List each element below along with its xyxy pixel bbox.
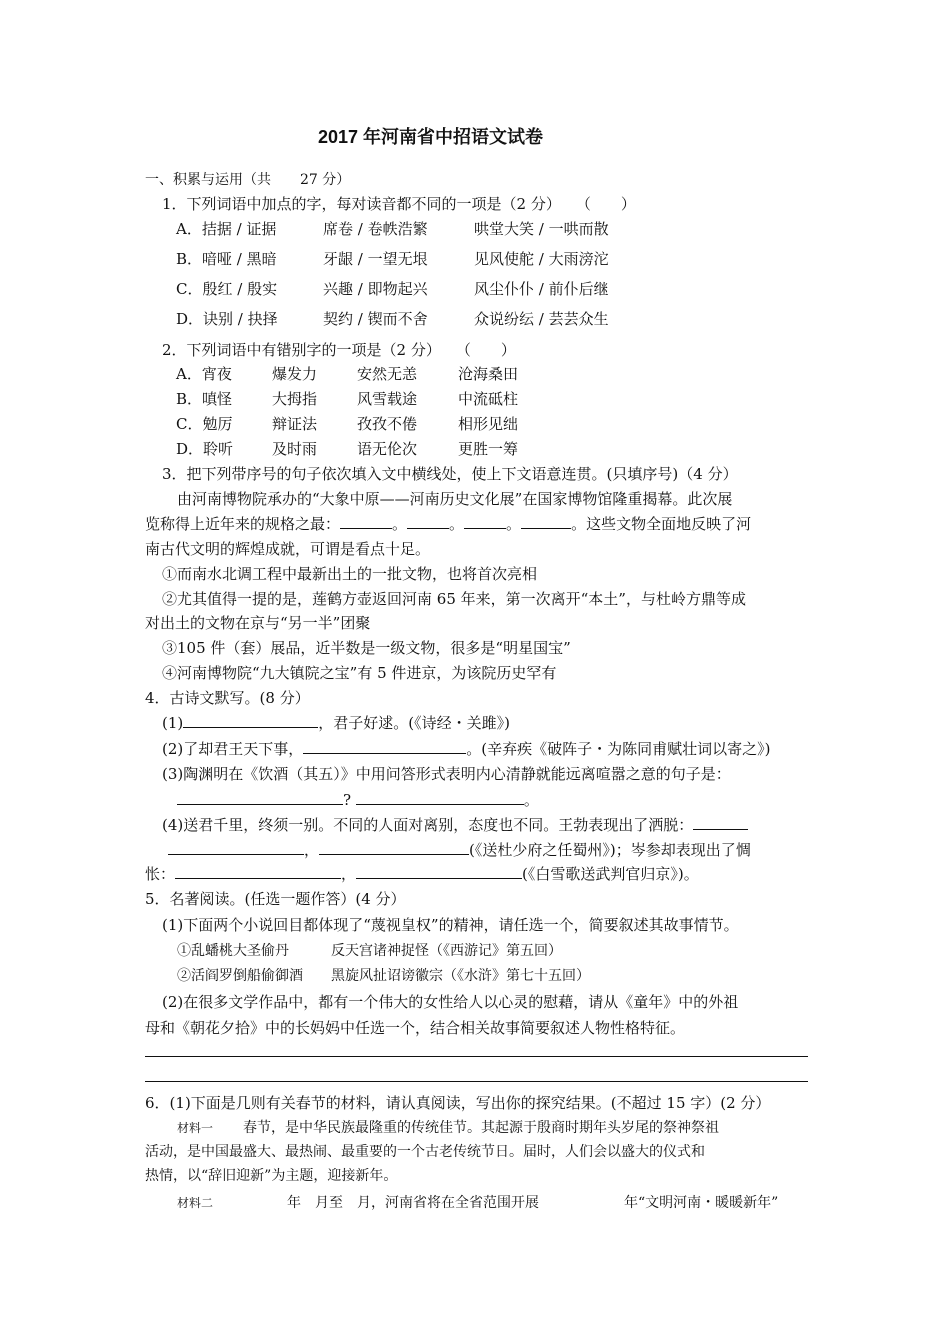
question-4-stem: 4．古诗文默写。(8 分） [145,689,310,707]
q4-blank-3[interactable] [177,790,343,805]
q1-option-b-1: B．喑哑 / 黑暗 [176,250,277,268]
q2-c-2: 辩证法 [272,415,318,433]
q2-a-3: 安然无恙 [357,365,418,383]
q3-sentence-3: ③105 件（套）展品，近半数是一级文物，很多是“明星国宝” [162,639,571,657]
q3-sentence-4: ④河南博物院“九大镇院之宝”有 5 件进京，为该院历史罕有 [162,664,557,682]
question-5-stem: 5．名著阅读。(任选一题作答）(4 分） [145,890,406,908]
q4-blank-1[interactable] [183,713,318,728]
q3-passage-lead: 览称得上近年来的规格之最： [145,515,341,533]
q3-blank-1[interactable] [340,514,392,529]
q6-material-1-line-2: 活动，是中国最盛大、最热闹、最重要的一个古老传统节日。届时，人们会以盛大的仪式和 [145,1144,705,1160]
q1-option-a-1: A．拮据 / 证据 [176,220,277,238]
q3-passage-tail: 。这些文物全面地反映了河 [571,515,752,533]
q2-d-1: D．聆听 [176,440,234,458]
q3-passage-line-1: 由河南博物院承办的“大象中原——河南历史文化展”在国家博物馆隆重揭幕。此次展 [177,490,733,508]
q4-item-4-source: (《送杜少府之任蜀州》)；岑参却表现出了惆 [469,841,751,859]
q4-item-1-text: ，君子好逑。(《诗经・关雎》) [318,714,510,732]
q5-option-1: ①乱蟠桃大圣偷丹 反天宫诸神捉怪（《西游记》第五回） [177,943,562,959]
q2-a-1: A．宵夜 [176,365,232,383]
q2-b-3: 风雪载途 [357,390,418,408]
q4-line-1 [162,713,510,733]
question-1-stem: 1．下列词语中加点的字，每对读音都不同的一项是（2 分） （ ） [162,195,636,213]
q4-blank-7[interactable] [319,840,469,855]
page-title: 2017 年河南省中招语文试卷 [318,127,544,147]
q4-blank-9[interactable] [356,864,522,879]
q1-option-c-3: 风尘仆仆 / 前仆后继 [474,280,609,298]
q4-comma: ， [304,841,320,859]
q2-a-2: 爆发力 [272,365,318,383]
q4-period: 。 [523,791,539,809]
q4-line-2 [162,739,770,759]
q5-option-2: ②活阎罗倒船偷御酒 黑旋风扯诏谤徽宗（《水浒》第七十五回） [177,968,590,984]
q3-sentence-2a: ②尤其值得一提的是，莲鹤方壶返回河南 65 年来，第一次离开“本土”，与杜岭方鼎等成 [162,590,746,608]
q6-material-2-line-1a: 年 月至 月，河南省将在全省范围开展 [287,1195,539,1211]
q4-line-6 [168,840,751,860]
q4-line-5 [162,815,748,835]
q4-blank-6[interactable] [168,840,304,855]
q3-sentence-2b: 对出土的文物在京与“另一半”团聚 [145,614,371,632]
q1-option-b-2: 牙龈 / 一望无垠 [323,250,428,268]
q4-blank-2[interactable] [303,739,466,754]
q4-item-1-number: (1) [162,714,184,732]
q1-option-a-2: 席卷 / 卷帙浩繁 [323,220,428,238]
q4-line-4 [177,790,539,810]
q3-blank-4[interactable] [521,514,571,529]
section-score: 27 分） [300,172,351,188]
question-6-stem: 6．(1)下面是几则有关春节的材料，请认真阅读，写出你的探究结果。(不超过 15 字）(2 分） [145,1094,771,1112]
q1-option-c-1: C．殷红 / 殷实 [176,280,278,298]
q4-item-4-source-2: (《白雪歌送武判官归京》)。 [522,865,699,883]
q3-blank-2[interactable] [407,514,449,529]
q4-question-mark: ? [343,791,352,809]
q1-option-d-1: D．诀别 / 抉择 [176,310,278,328]
q1-option-a-3: 哄堂大笑 / 一哄而散 [474,220,609,238]
q4-blank-4[interactable] [356,790,524,805]
q3-passage-line-3: 南古代文明的辉煌成就，可谓是看点十足。 [145,540,431,558]
q3-passage-line-2: 览称得上近年来的规格之最： 。 。 。 。这些文物全面地反映了河 [145,515,752,533]
q4-item-4-text: (4)送君千里，终须一别。不同的人面对离别，态度也不同。王勃表现出了洒脱： [162,816,694,834]
q4-blank-5[interactable] [693,815,748,830]
section-heading: 一、积累与运用（共 [145,172,271,188]
q1-option-c-2: 兴趣 / 即物起兴 [323,280,428,298]
q6-material-2-line-1b: 年“文明河南・暖暖新年” [624,1195,779,1211]
q2-b-2: 大拇指 [272,390,318,408]
question-3-stem: 3．把下列带序号的句子依次填入文中横线处，使上下文语意连贯。(只填序号)（4 分） [162,465,738,483]
q1-option-b-3: 见风使舵 / 大雨滂沱 [474,250,609,268]
q6-material-1-line-1: 春节，是中华民族最隆重的传统佳节。其起源于殷商时期年头岁尾的祭神祭祖 [243,1120,719,1136]
q5-part-2-cont: 母和《朝花夕拾》中的长妈妈中任选一个，结合相关故事简要叙述人物性格特征。 [145,1019,686,1037]
q2-b-4: 中流砥柱 [458,390,519,408]
q3-blank-3[interactable] [464,514,506,529]
q2-b-1: B．嗔怪 [176,390,233,408]
q2-a-4: 沧海桑田 [458,365,519,383]
q6-material-1-label: 材料一 [177,1121,214,1135]
q3-sentence-1: ①而南水北调工程中最新出土的一批文物，也将首次亮相 [162,565,538,583]
q2-d-2: 及时雨 [272,440,318,458]
q1-option-d-2: 契约 / 锲而不舍 [323,310,428,328]
q4-line-3: (3)陶渊明在《饮酒（其五）》中用问答形式表明内心清静就能远离喧嚣之意的句子是： [162,765,731,783]
q4-comma-2: ， [341,865,357,883]
q2-d-4: 更胜一筹 [458,440,519,458]
answer-line-2[interactable] [145,1081,808,1082]
q4-blank-8[interactable] [175,864,341,879]
question-2-stem: 2．下列词语中有错别字的一项是（2 分） （ ） [162,341,516,359]
q4-item-2-lead: (2)了却君王天下事， [162,740,304,758]
q2-c-1: C．勉厉 [176,415,233,433]
q4-item-2-source: 。(辛弃疾《破阵子・为陈同甫赋壮词以寄之》) [466,740,771,758]
q4-line-7 [145,864,699,884]
q6-material-1-line-3: 热情，以“辞旧迎新”为主题，迎接新年。 [145,1168,398,1184]
q6-material-2-label: 材料二 [177,1196,214,1210]
q5-part-1: (1)下面两个小说回目都体现了“蔑视皇权”的精神，请任选一个，简要叙述其故事情节。 [162,916,739,934]
q1-option-d-3: 众说纷纭 / 芸芸众生 [474,310,609,328]
q2-c-4: 相形见绌 [458,415,519,433]
q5-part-2: (2)在很多文学作品中，都有一个伟大的女性给人以心灵的慰藉，请从《童年》中的外祖 [162,993,739,1011]
q4-item-4-cont: 怅： [145,865,176,883]
answer-line-1[interactable] [145,1056,808,1057]
q2-d-3: 语无伦次 [357,440,418,458]
q2-c-3: 孜孜不倦 [357,415,418,433]
